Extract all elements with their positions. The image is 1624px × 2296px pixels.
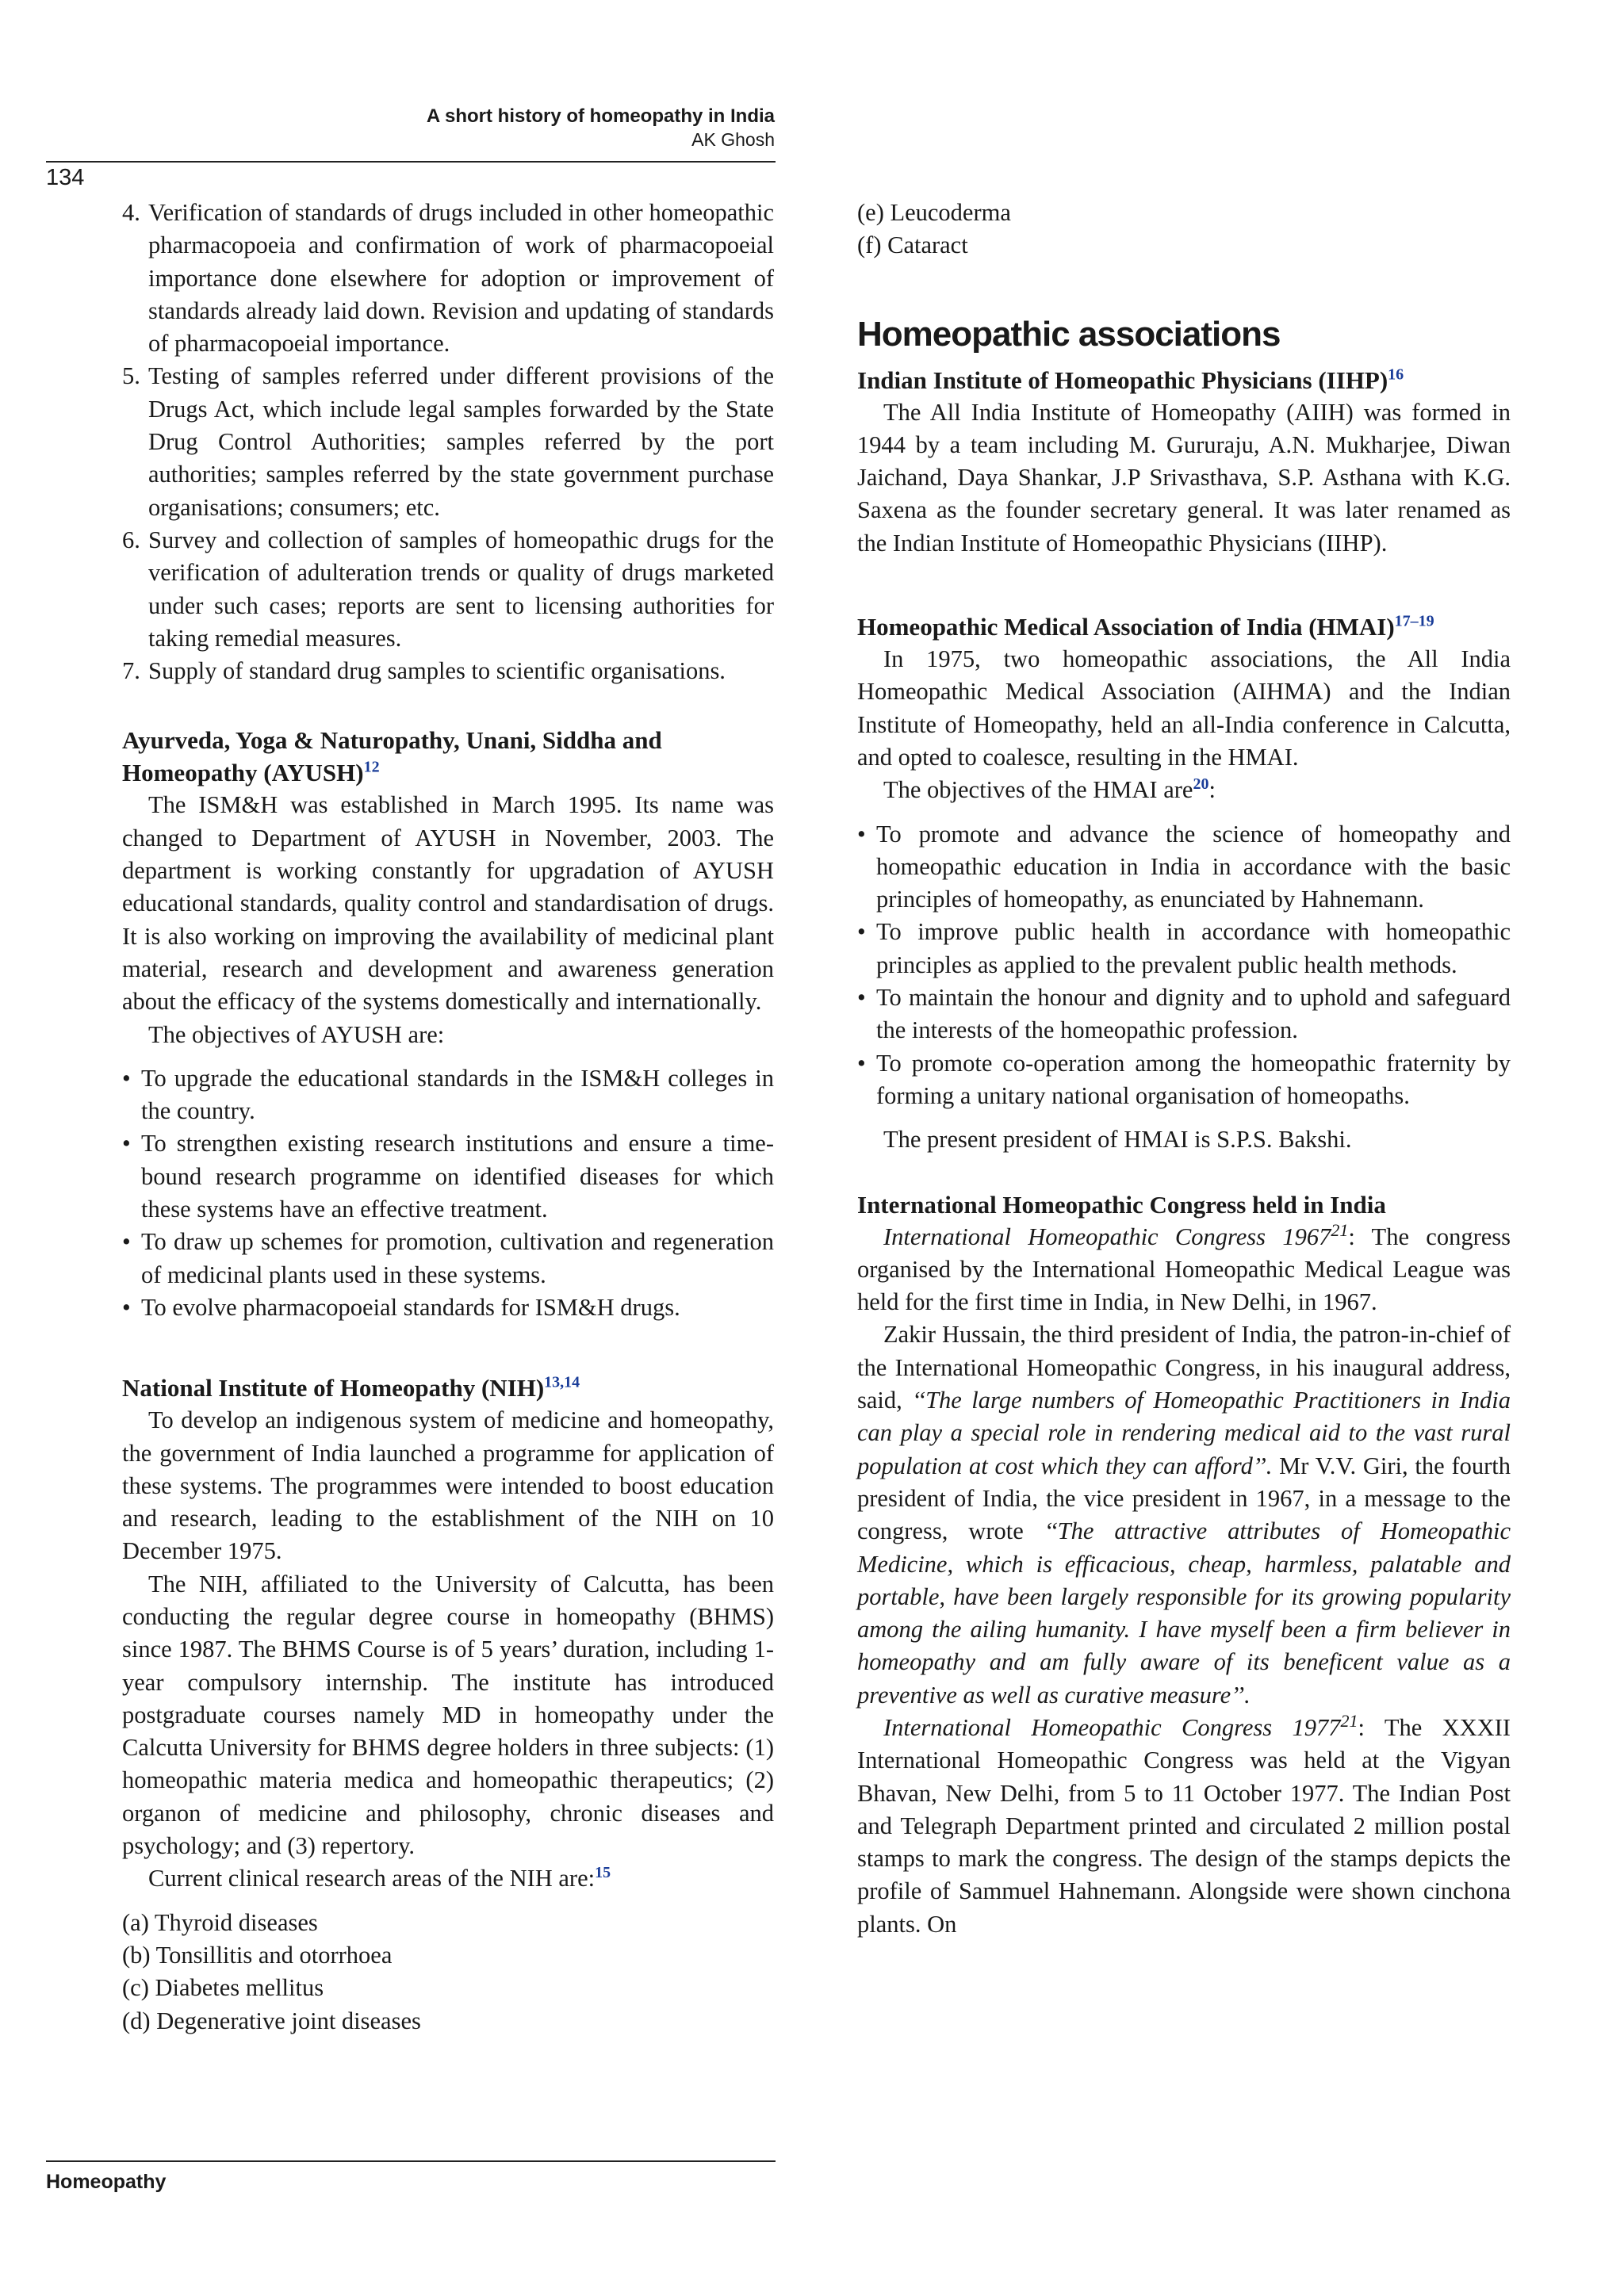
right-column bbox=[857, 197, 1511, 1941]
hmai-heading: Homeopathic Medical Association of India (HMAI)$^{17-19}$ bbox=[857, 612, 1434, 641]
list-item: (e) Leucoderma bbox=[857, 199, 1011, 226]
ref-link[interactable]: 12 bbox=[363, 759, 380, 777]
section-title: Homeopathic associations bbox=[857, 314, 1281, 354]
research-areas-list bbox=[122, 1907, 774, 2038]
nih-paragraph-2: The NIH, affiliated to the University of Calcutta, has been conducting the regular degree course in homeopathy (BHMS) since 1987. The BHMS Course is of 5 years’ duration, including 1-year compulsory internship. The institute has introduced postgraduate courses namely MD in homeopathy under the Calcutta University for BHMS degree holders in three subjects: (1) homeopathic materia medica and homeopathic therapeutics; (2) organon of medicine and philosophy, chronic diseases and psychology; and (3) repertory. bbox=[122, 1570, 774, 1860]
ref-link[interactable]: 13,14 bbox=[544, 1373, 580, 1391]
ihc-1967-paragraph: International Homeopathic Congress 1967$^{21}$: The congress organised by the International Homeopathic Medical League was held for the first time in India, in New Delhi, in 1967. bbox=[857, 1219, 1511, 1316]
list-item: • To maintain the honour and dignity and to uphold and safeguard the interests of the homeopathic profession. bbox=[857, 982, 1511, 1047]
nih-areas-intro: Current clinical research areas of the NIH are:$^{15}$ bbox=[148, 1864, 611, 1892]
ihc-heading: International Homeopathic Congress held in India bbox=[857, 1190, 1386, 1219]
list-item: (c) Diabetes mellitus bbox=[122, 1974, 324, 2002]
ayush-heading: Ayurveda, Yoga & Naturopathy, Unani, Siddha and Homeopathy (AYUSH)$^{12}$ bbox=[122, 726, 662, 787]
ref-link[interactable]: 20 bbox=[1193, 775, 1209, 794]
ayush-objectives-list bbox=[122, 1062, 774, 1324]
ihc-quotes-paragraph: Zakir Hussain, the third president of India, the patron-in-chief of the International Homeopathic Congress, in his inaugural address, said, ‘‘The large numbers of Homeopathic Practitioners in India can play a special role in rendering medical aid to the vast rural population at cost which they can afford’’. Mr V.V. Giri, the fourth president of India, the vice president in 1967, in a message to the congress, wrote ‘‘The attractive attributes of Homeopathic Medicine, which is efficacious, cheap, harmless, palatable and portable, have been largely responsible for its growing popularity among the ailing humanity. I have myself been a firm believer in homeopathy and am fully aware of its beneficent value as a preventive as well as curative measure’’. bbox=[857, 1321, 1511, 1709]
nih-heading: National Institute of Homeopathy (NIH)$^{13,14}$ bbox=[122, 1373, 580, 1402]
research-areas-list-cont bbox=[857, 197, 1511, 262]
ref-link[interactable]: 21 bbox=[1331, 1219, 1349, 1240]
list-item: • To strengthen existing research institutions and ensure a time-bound research programme on identified diseases for which these systems have an effective treatment. bbox=[122, 1127, 774, 1226]
running-title: A short history of homeopathy in India bbox=[426, 105, 775, 127]
list-item: (a) Thyroid diseases bbox=[122, 1908, 318, 1936]
footer-rule bbox=[46, 2160, 776, 2162]
hmai-paragraph: In 1975, two homeopathic associations, the All India Homeopathic Medical Association (AIHMA) and the Indian Institute of Homeopathy, held an all-India conference in Calcutta, and opted to coalesce, resulting in the HMAI. bbox=[857, 645, 1511, 771]
list-item: 6. Survey and collection of samples of homeopathic drugs for the verification of adulteration trends or quality of drugs marketed under such cases; reports are sent to licensing authorities for taking remedial measures. bbox=[122, 526, 774, 652]
list-item: (b) Tonsillitis and otorrhoea bbox=[122, 1941, 393, 1969]
running-author: AK Ghosh bbox=[691, 129, 775, 150]
list-item: 5. Testing of samples referred under different provisions of the Drugs Act, which include legal samples forwarded by the State Drug Control Authorities; samples referred by the port authorities; samples referred by the state government purchase organisations; consumers; etc. bbox=[122, 362, 774, 521]
ref-link[interactable]: 16 bbox=[1388, 365, 1404, 384]
iihp-heading: Indian Institute of Homeopathic Physicians (IIHP)$^{16}$ bbox=[857, 365, 1404, 394]
ihc-1977-paragraph: International Homeopathic Congress 1977$^{21}$: The XXXII International Homeopathic Congress was held at the Vigyan Bhavan, New Delhi, from 5 to 11 October 1977. The Indian Post and Telegraph Department printed and circulated 2 million postal stamps to mark the congress. The design of the stamps depicts the profile of Sammuel Hahnemann. Alongside were shown cinchona plants. On bbox=[857, 1710, 1511, 1938]
ayush-objectives-intro: The objectives of AYUSH are: bbox=[148, 1020, 445, 1048]
list-item: • To improve public health in accordance with homeopathic principles as applied to the prevalent public health methods. bbox=[857, 916, 1511, 982]
ayush-paragraph: The ISM&H was established in March 1995. Its name was changed to Department of AYUSH in November, 2003. The department is working constantly for upgradation of AYUSH educational standards, quality control and standardisation of drugs. It is also working on improving the availability of medicinal plant material, research and development and awareness generation about the efficacy of the systems domestically and internationally. bbox=[122, 791, 774, 1016]
running-header bbox=[427, 105, 775, 151]
header-rule bbox=[46, 161, 776, 163]
list-item: (f) Cataract bbox=[857, 232, 968, 259]
list-item: • To promote and advance the science of homeopathy and homeopathic education in India in accordance with the basic principles of homeopathy, as enunciated by Hahnemann. bbox=[857, 818, 1511, 916]
list-item: • To upgrade the educational standards in the ISM&H colleges in the country. bbox=[122, 1062, 774, 1128]
ref-link[interactable]: 21 bbox=[1340, 1710, 1358, 1731]
list-item: • To promote co-operation among the homeopathic fraternity by forming a unitary national organisation of homeopaths. bbox=[857, 1047, 1511, 1113]
list-item: • To draw up schemes for promotion, cultivation and regeneration of medicinal plants used in these systems. bbox=[122, 1226, 774, 1292]
list-item: • To evolve pharmacopoeial standards for ISM&H drugs. bbox=[122, 1292, 774, 1324]
list-item: (d) Degenerative joint diseases bbox=[122, 2007, 421, 2034]
hmai-objectives-list bbox=[857, 818, 1511, 1113]
journal-name: Homeopathy bbox=[46, 2171, 167, 2193]
ref-link[interactable]: 17–19 bbox=[1394, 612, 1434, 630]
list-item: 4. Verification of standards of drugs included in other homeopathic pharmacopoeia and confirmation of work of pharmacopoeial importance done elsewhere for adoption or improvement of standards already laid down. Revision and updating of standards of pharmacopoeial importance. bbox=[122, 199, 774, 358]
ref-link[interactable]: 15 bbox=[595, 1864, 611, 1882]
iihp-paragraph: The All India Institute of Homeopathy (AIIH) was formed in 1944 by a team including M. Gururaju, A.N. Mukharjee, Diwan Jaichand, Daya Shankar, J.P Srivasthava, S.P. Asthana with K.G. Saxena as the founder secretary general. It was later renamed as the Indian Institute of Homeopathic Physicians (IIHP). bbox=[857, 398, 1511, 557]
hmai-objectives-intro: The objectives of the HMAI are$^{20}$: bbox=[883, 775, 1216, 804]
hmai-president: The present president of HMAI is S.P.S. Bakshi. bbox=[883, 1126, 1352, 1154]
list-item: 7. Supply of standard drug samples to scientific organisations. bbox=[122, 657, 726, 685]
left-column bbox=[122, 197, 774, 2038]
nih-paragraph-1: To develop an indigenous system of medicine and homeopathy, the government of India launched a programme for application of these systems. The programmes were intended to boost education and research, leading to the establishment of the NIH on 10 December 1975. bbox=[122, 1406, 774, 1565]
numbered-list bbox=[122, 197, 774, 687]
page-number: 134 bbox=[46, 165, 85, 190]
